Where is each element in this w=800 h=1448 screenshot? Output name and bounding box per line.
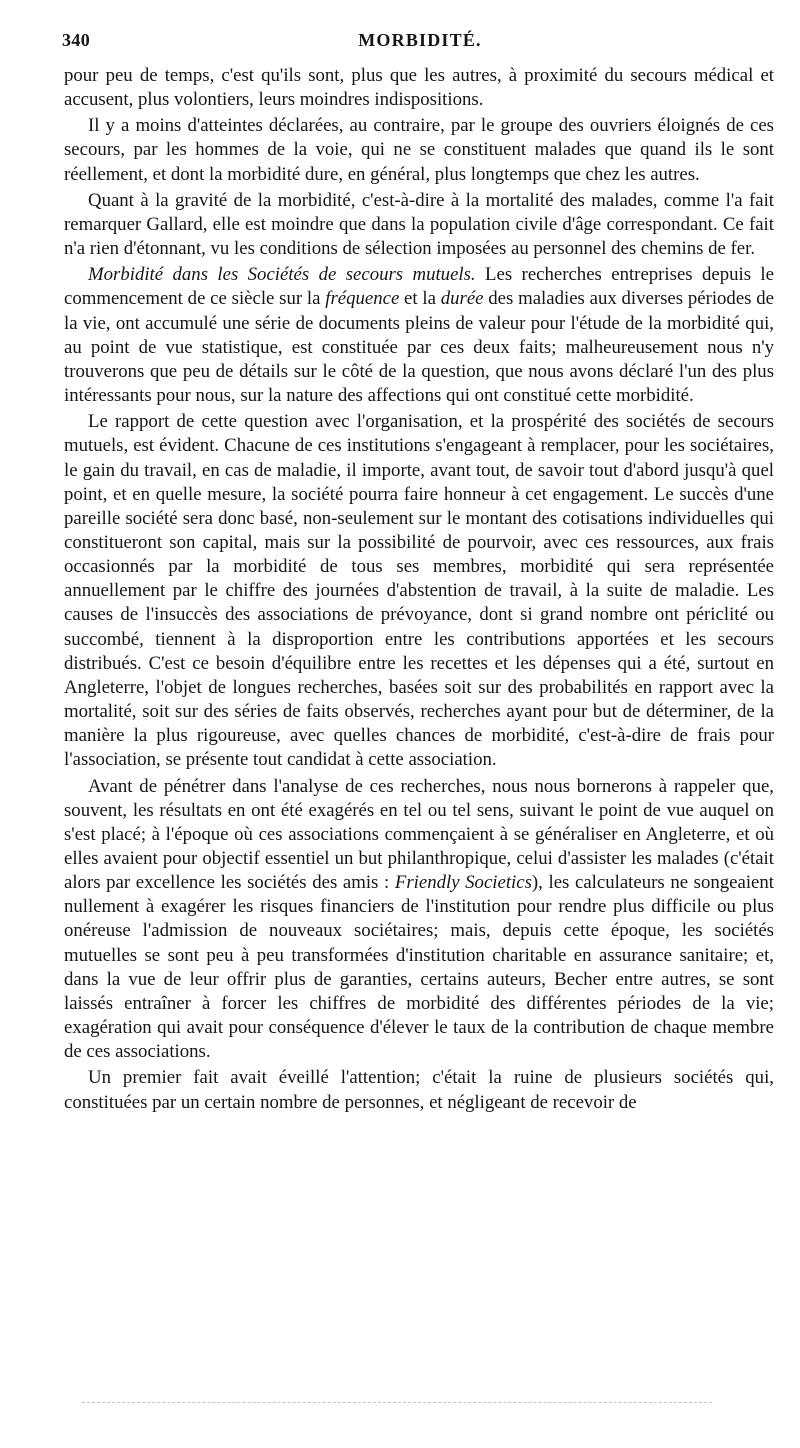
- page-header: [62, 28, 778, 56]
- section-heading-mutual-societies: Morbidité dans les Sociétés de secours mutuels.: [88, 264, 476, 286]
- paragraph-exaggeration: [64, 775, 774, 1065]
- text-run: Avant de pénétrer dans l'analyse de ces recherches, nous nous bornerons à rappeler que, souvent, les résultats en ont été exagérés en tel ou tel sens, suivant le point de vue auquel on s'est placé; à l'époque où ces associations commençaient à se généraliser en Angleterre, et où elles avaient pour objectif essentiel un but philanthropique, celui d'assister les malades (c'était alors par excellence les sociétés des amis :: [64, 775, 774, 894]
- text-run: des maladies aux diverses périodes de la vie, ont accumulé une série de documents pleins de valeur pour l'étude de la morbidité qui, au point de vue statistique, est constituée par ces deux faits; malheureusement nous n'y trouverons que peu de détails sur le côté de la question, que nous avons déclaré l'un des plus intéressants pour nous, sur la nature des affections qui ont constitué cette morbidité.: [64, 288, 774, 407]
- bottom-scan-rule: [82, 1402, 712, 1403]
- text-run: et la: [399, 288, 441, 310]
- paragraph-organisation: Le rapport de cette question avec l'organisation, et la prospérité des sociétés de secours mutuels, est évident. Chacune de ces institutions s'engageant à remplacer, pour les sociétaires, le gain du travail, en cas de maladie, il importe, avant tout, de savoir tout d'abord jusqu'à quel point, et en quelle mesure, la société pourra faire honneur à cet engagement. Le succès d'une pareille société sera donc basé, non-seulement sur le montant des cotisations individuelles qui constitueront son capital, mais sur la possibilité de pourvoir, avec ces ressources, aux frais occasionnés par la morbidité de tous ses membres, morbidité qui sera représentée annuellement par le chiffre des journées d'abstention de travail, à la suite de maladie. Les causes de l'insuccès des associations de prévoyance, dont si grand nombre ont périclité ou succombé, tiennent à la disproportion entre les contributions apportées et les secours distribués. C'est ce besoin d'équilibre entre les recettes et les dépenses qui a été, surtout en Angleterre, l'objet de longues recherches, basées soit sur des probabilités en rapport avec la mortalité, soit sur des séries de faits observés, recherches ayant pour but de déterminer, de la manière la plus rigoureuse, avec quelles chances de morbidité, c'est-à-dire de frais pour l'association, se présente tout candidat à cette association.: [64, 411, 774, 771]
- body-text: [64, 64, 774, 1115]
- text-run: Les recherches entreprises depuis le commencement de ce siècle sur la: [64, 264, 774, 310]
- emphasis-duree: durée: [440, 288, 484, 310]
- paragraph-mutual-societies: [64, 263, 774, 408]
- page-number: 340: [62, 30, 91, 50]
- text-run: ), les calculateurs ne songeaient nullement à exagérer les risques financiers de l'institution pour rendre plus difficile ou plus onéreuse l'admission de nouveaux sociétaires; mais, depuis cette époque, les sociétés mutuelles se sont peu à peu transformées d'institution charitable en assurance sanitaire; et, dans la vue de leur offrir plus de garanties, certains auteurs, Becher entre autres, se sont laissés entraîner à forcer les chiffres de morbidité des différentes périodes de la vie; exagération qui avait pour conséquence d'élever le taux de la contribution de chaque membre de ces associations.: [64, 872, 774, 1063]
- paragraph-gravity: Quant à la gravité de la morbidité, c'est-à-dire à la mortalité des malades, comme l'a fait remarquer Gallard, elle est moindre que dans la population civile d'âge correspondant. Ce fait n'a rien d'étonnant, vu les conditions de sélection imposées au personnel des chemins de fer.: [64, 189, 774, 260]
- running-title: MORBIDITÉ.: [358, 30, 482, 50]
- paragraph-continuation: pour peu de temps, c'est qu'ils sont, plus que les autres, à proximité du secours médical et accusent, plus volontiers, leurs moindres indispositions.: [64, 65, 774, 111]
- paragraph-railway-workers: Il y a moins d'atteintes déclarées, au contraire, par le groupe des ouvriers éloignés de ces secours, par les hommes de la voie, qui ne se constituent malades que quand ils le sont réellement, et dont la morbidité dure, en général, plus longtemps que chez les autres.: [64, 115, 774, 185]
- emphasis-frequence: fréquence: [325, 288, 400, 310]
- paragraph-first-fact: Un premier fait avait éveillé l'attention; c'était la ruine de plusieurs sociétés qui, constituées par un certain nombre de personnes, et négligeant de recevoir de: [64, 1067, 774, 1113]
- emphasis-friendly-societies: Friendly Societics: [394, 872, 532, 894]
